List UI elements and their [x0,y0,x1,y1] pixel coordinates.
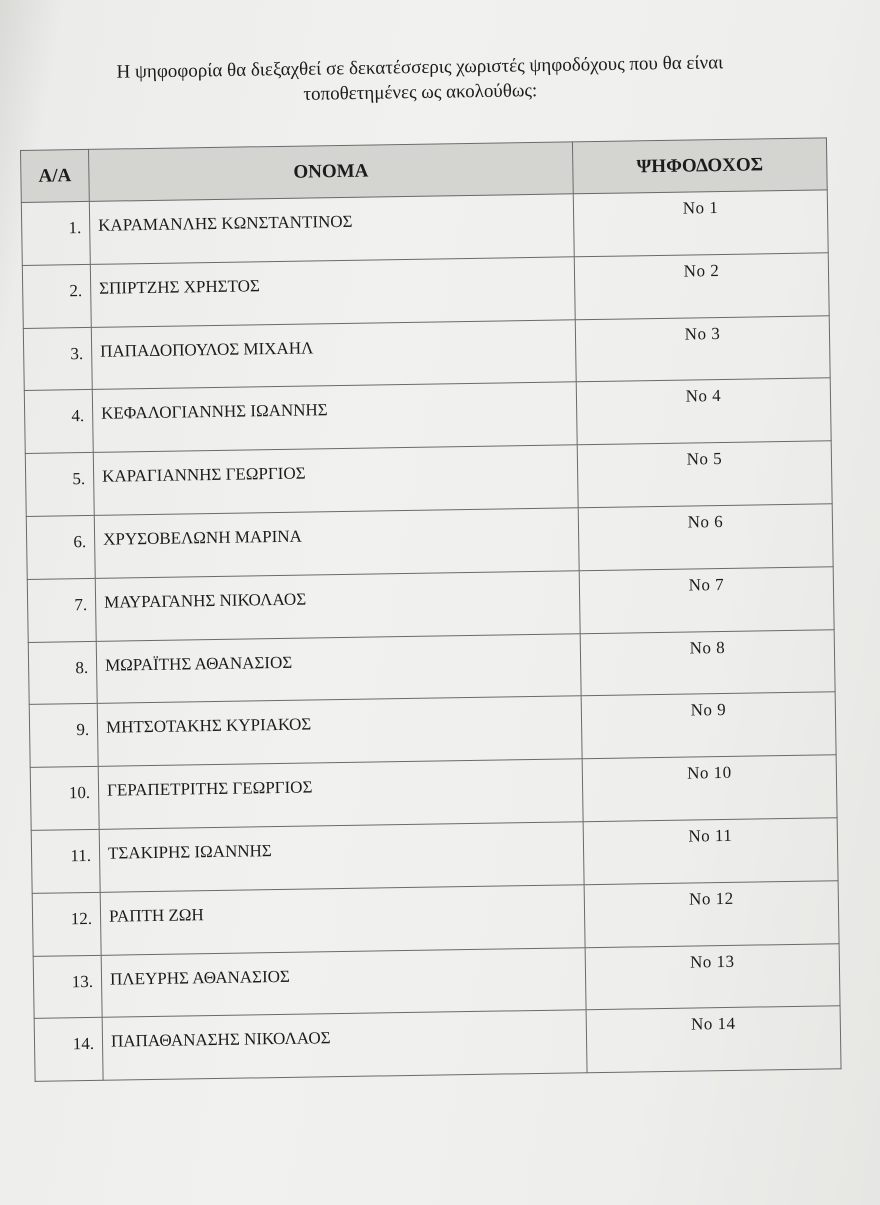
row-ballot-box: Νο 7 [579,567,834,634]
row-number: 8. [28,641,97,705]
row-number: 4. [24,390,93,454]
header-name: ΟΝΟΜΑ [88,142,573,202]
row-name: ΧΡΥΣΟΒΕΛΩΝΗ ΜΑΡΙΝΑ [94,508,579,578]
row-ballot-box: Νο 11 [583,818,838,885]
row-number: 1. [21,201,90,265]
ballot-box-table-wrapper [20,137,841,1082]
row-number: 5. [25,453,94,517]
row-number: 6. [26,515,95,579]
intro-line-2: τοποθετημένες ως ακολούθως: [303,80,538,105]
table-body [21,190,841,1082]
row-name: ΜΩΡΑΪΤΗΣ ΑΘΑΝΑΣΙΟΣ [96,633,581,703]
intro-paragraph [20,49,821,112]
row-number: 14. [34,1018,103,1082]
row-name: ΚΑΡΑΓΙΑΝΝΗΣ ΓΕΩΡΓΙΟΣ [93,445,578,515]
row-name: ΚΑΡΑΜΑΝΛΗΣ ΚΩΝΣΤΑΝΤΙΝΟΣ [89,194,574,264]
row-ballot-box: Νο 6 [578,504,833,571]
row-number: 13. [33,955,102,1019]
row-name: ΜΑΥΡΑΓΑΝΗΣ ΝΙΚΟΛΑΟΣ [95,571,580,641]
row-ballot-box: Νο 1 [573,190,828,257]
row-name: ΠΛΕΥΡΗΣ ΑΘΑΝΑΣΙΟΣ [101,947,586,1017]
row-ballot-box: Νο 13 [585,943,840,1010]
row-ballot-box: Νο 8 [580,629,835,696]
row-number: 12. [32,892,101,956]
row-ballot-box: Νο 2 [574,253,829,320]
intro-line-1: Η ψηφοφορία θα διεξαχθεί σε δεκατέσσερις χωριστές ψηφοδόχους που θα είναι [116,52,724,83]
row-name: ΠΑΠΑΘΑΝΑΣΗΣ ΝΙΚΟΛΑΟΣ [102,1010,587,1080]
row-ballot-box: Νο 12 [584,881,839,948]
row-number: 9. [29,704,98,768]
row-ballot-box: Νο 9 [581,692,836,759]
row-name: ΠΑΠΑΔΟΠΟΥΛΟΣ ΜΙΧΑΗΛ [91,319,576,389]
row-name: ΓΕΡΑΠΕΤΡΙΤΗΣ ΓΕΩΡΓΙΟΣ [98,759,583,829]
row-ballot-box: Νο 5 [577,441,832,508]
header-serial-number: Α/Α [21,149,90,202]
row-number: 2. [22,264,91,328]
row-ballot-box: Νο 4 [576,378,831,445]
row-name: ΜΗΤΣΟΤΑΚΗΣ ΚΥΡΙΑΚΟΣ [97,696,582,766]
row-number: 11. [31,829,100,893]
row-ballot-box: Νο 3 [575,315,830,382]
row-number: 10. [30,767,99,831]
table-row [34,1006,841,1081]
row-name: ΚΕΦΑΛΟΓΙΑΝΝΗΣ ΙΩΑΝΝΗΣ [92,382,577,452]
row-name: ΡΑΠΤΗ ΖΩΗ [100,884,585,954]
row-ballot-box: Νο 10 [582,755,837,822]
row-ballot-box: Νο 14 [586,1006,841,1073]
header-ballot-box: ΨΗΦΟΔΟΧΟΣ [572,138,827,194]
row-name: ΤΣΑΚΙΡΗΣ ΙΩΑΝΝΗΣ [99,822,584,892]
row-number: 7. [27,578,96,642]
ballot-box-table [20,137,842,1082]
row-name: ΣΠΙΡΤΖΗΣ ΧΡΗΣΤΟΣ [90,257,575,327]
row-number: 3. [23,327,92,391]
